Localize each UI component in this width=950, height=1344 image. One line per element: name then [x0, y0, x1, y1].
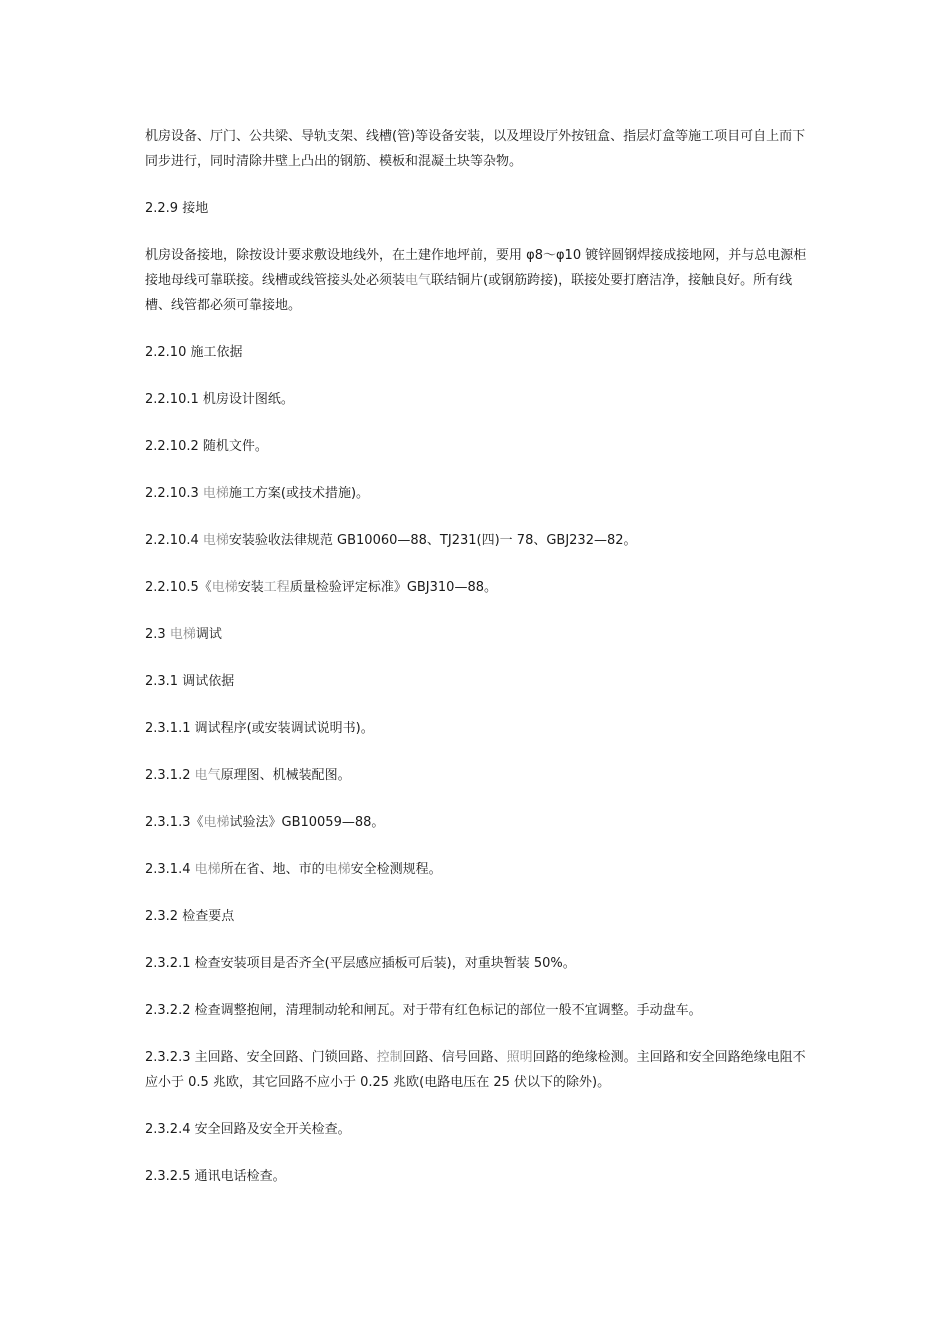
heading-2-2-9 [145, 196, 817, 221]
item-2-2-10-5 [145, 575, 817, 600]
item-2-3-2-3 [145, 1045, 817, 1095]
item-2-2-10-4 [145, 528, 817, 553]
inline-link[interactable]: 控制 [376, 1050, 403, 1065]
text-run: 2.2.10.4 [145, 533, 203, 548]
inline-link[interactable]: 电梯 [211, 580, 238, 595]
item-2-2-10-1 [145, 387, 817, 412]
text-run: 2.3.2.1 检查安装项目是否齐全(平层感应插板可后装)，对重块暂装 50%。 [145, 956, 576, 971]
item-2-3-1-1 [145, 716, 817, 741]
paragraph-grounding [145, 243, 817, 318]
text-run: 2.3.1.2 [145, 768, 195, 783]
text-run: 2.2.10.3 [145, 486, 203, 501]
text-run: 回路、信号回路、 [402, 1050, 507, 1065]
inline-link[interactable]: 电梯 [203, 815, 230, 830]
document-page [145, 124, 817, 1211]
text-run: 2.3.2 检查要点 [145, 909, 235, 924]
heading-2-3-1 [145, 669, 817, 694]
text-run: 2.2.10.2 随机文件。 [145, 439, 268, 454]
inline-link[interactable]: 电梯 [324, 862, 351, 877]
inline-link[interactable]: 电梯 [169, 627, 196, 642]
text-run: 2.3.1 调试依据 [145, 674, 235, 689]
text-run: 安装验收法律规范 GB10060—88、TJ231(四)一 78、GBJ232—82。 [228, 533, 637, 548]
item-2-3-2-5 [145, 1164, 817, 1189]
text-run: 2.3.1.4 [145, 862, 195, 877]
item-2-3-2-2 [145, 998, 817, 1023]
text-run: 调试 [195, 627, 222, 642]
paragraph-installation-sequence [145, 124, 817, 174]
inline-link[interactable]: 电梯 [194, 862, 221, 877]
text-run: 质量检验评定标准》GBJ310—88。 [289, 580, 497, 595]
text-run: 2.2.10.5《 [145, 580, 212, 595]
inline-link[interactable]: 电气 [405, 273, 432, 288]
text-run: 2.3.2.3 主回路、安全回路、门锁回路、 [145, 1050, 377, 1065]
text-run: 2.3.1.1 调试程序(或安装调试说明书)。 [145, 721, 374, 736]
text-run: 2.3.1.3《 [145, 815, 204, 830]
text-run: 2.3 [145, 627, 170, 642]
text-run: 联结铜片(或钢筋跨接)，联接处要打磨洁净，接触良好。所有线槽、线管都必须可靠接地。 [145, 273, 793, 313]
text-run: 2.3.2.2 检查调整抱闸，清理制动轮和闸瓦。对于带有红色标记的部位一般不宜调整。手动盘车。 [145, 1003, 702, 1018]
text-run: 2.3.2.4 安全回路及安全开关检查。 [145, 1122, 351, 1137]
inline-link[interactable]: 工程 [263, 580, 290, 595]
text-run: 所在省、地、市的 [220, 862, 325, 877]
item-2-3-2-1 [145, 951, 817, 976]
heading-2-3 [145, 622, 817, 647]
inline-link[interactable]: 电梯 [202, 486, 229, 501]
text-run: 2.2.10.1 机房设计图纸。 [145, 392, 294, 407]
item-2-3-1-4 [145, 857, 817, 882]
item-2-3-1-2 [145, 763, 817, 788]
text-run: 机房设备、厅门、公共梁、导轨支架、线槽(管)等设备安装，以及埋设厅外按钮盒、指层灯盒等施工项目可自上而下同步进行，同时清除井壁上凸出的钢筋、模板和混凝土块等杂物。 [145, 129, 806, 169]
text-run: 施工方案(或技术措施)。 [228, 486, 370, 501]
text-run: 回路的绝缘检测。主回路和安全回路绝缘电阻不应小于 0.5 兆欧，其它回路不应小于 0.25 兆欧(电路电压在 25 伏以下的除外)。 [145, 1050, 806, 1090]
text-run: 2.3.2.5 通讯电话检查。 [145, 1169, 286, 1184]
text-run: 机房设备接地，除按设计要求敷设地线外，在土建作地坪前，要用 φ8～φ10 镀锌圆钢焊接成接地网，并与总电源柜接地母线可靠联接。线槽或线管接头处必须装 [145, 248, 807, 288]
text-run: 安全检测规程。 [350, 862, 442, 877]
heading-2-2-10 [145, 340, 817, 365]
text-run: 2.2.9 接地 [145, 201, 209, 216]
text-run: 2.2.10 施工依据 [145, 345, 243, 360]
item-2-3-2-4 [145, 1117, 817, 1142]
text-run: 安装 [237, 580, 264, 595]
inline-link[interactable]: 电气 [194, 768, 221, 783]
inline-link[interactable]: 电梯 [202, 533, 229, 548]
item-2-2-10-3 [145, 481, 817, 506]
text-run: 试验法》GB10059—88。 [229, 815, 385, 830]
text-run: 原理图、机械装配图。 [220, 768, 351, 783]
item-2-2-10-2 [145, 434, 817, 459]
inline-link[interactable]: 照明 [506, 1050, 533, 1065]
heading-2-3-2 [145, 904, 817, 929]
item-2-3-1-3 [145, 810, 817, 835]
